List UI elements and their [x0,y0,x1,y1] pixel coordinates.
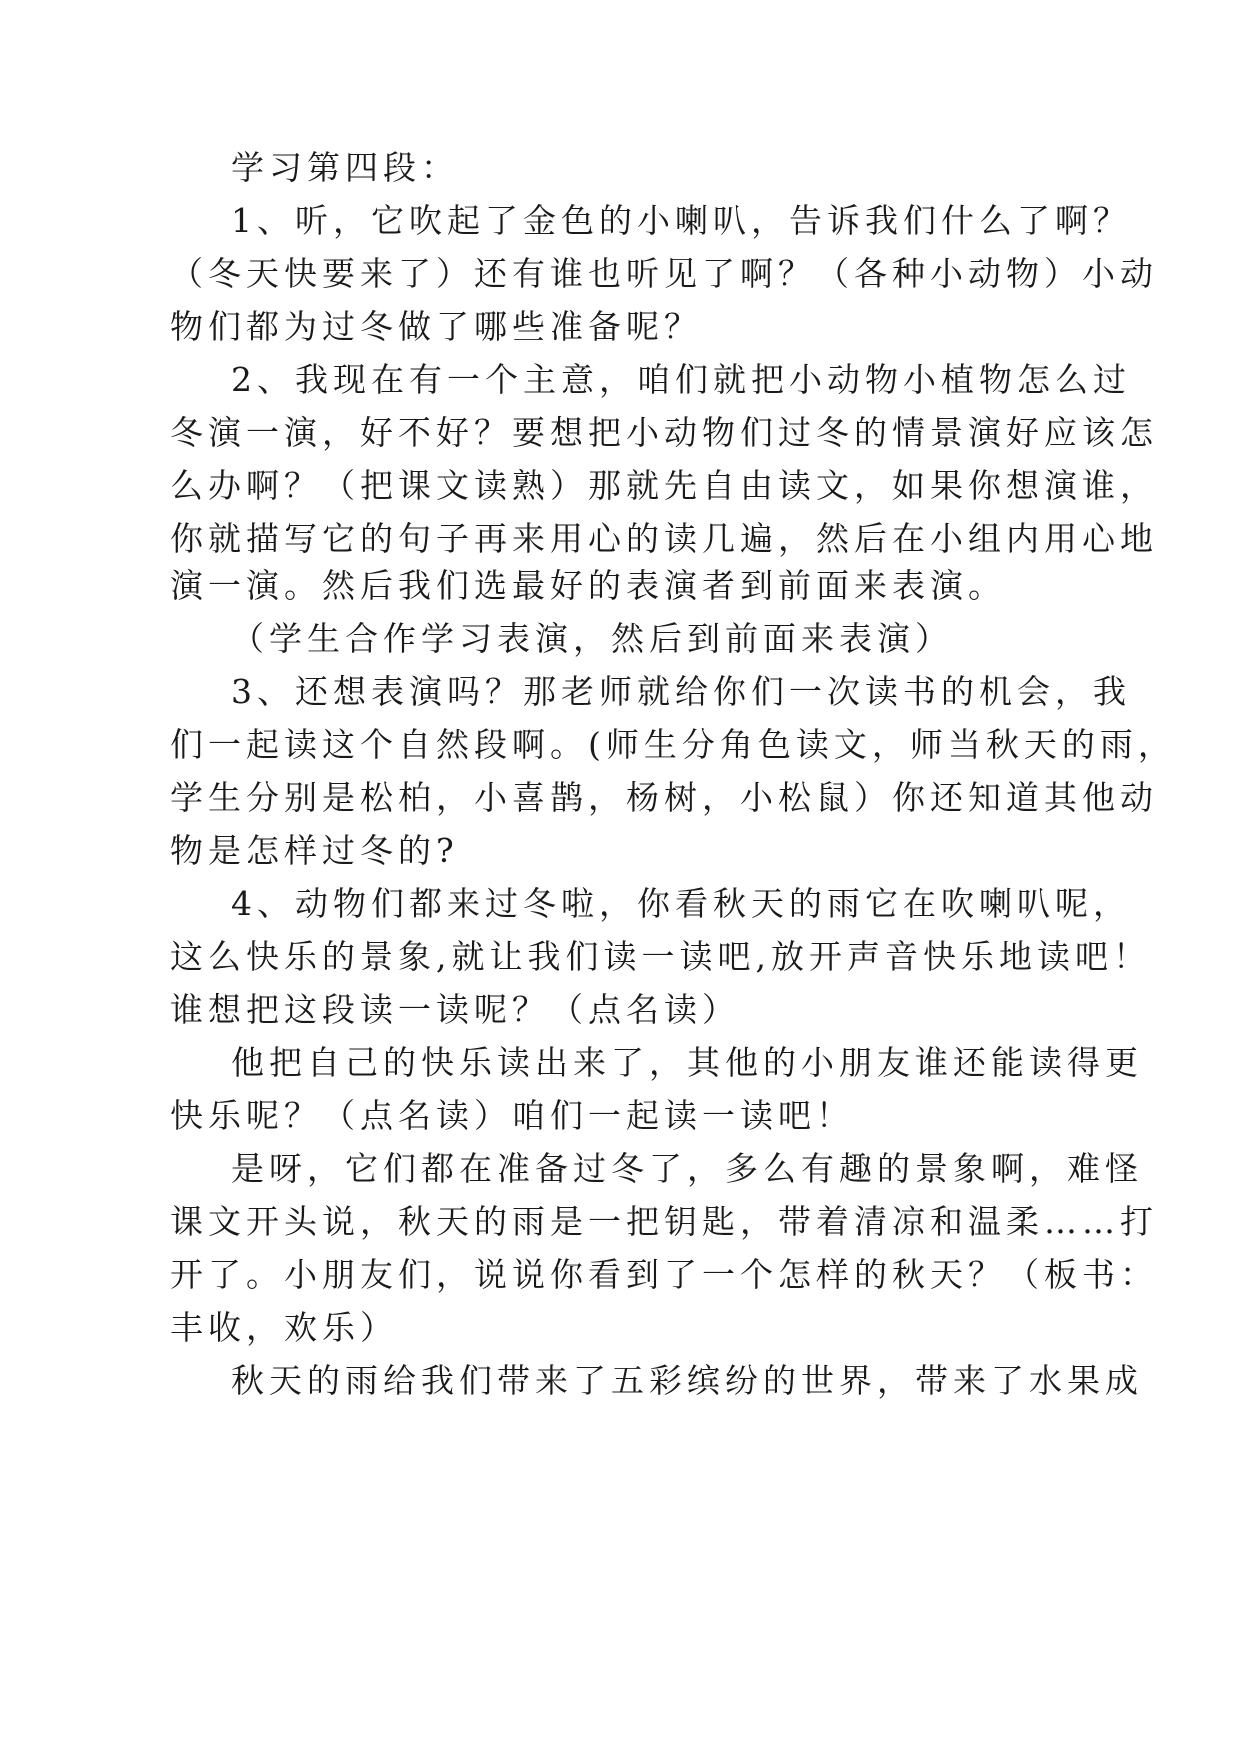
paragraph-line: 学生分别是松柏，小喜鹊，杨树，小松鼠）你还知道其他动 [170,778,1158,817]
paragraph-line: 物们都为过冬做了哪些准备呢？ [170,307,702,346]
paragraph-line: 丰收，欢乐） [170,1308,398,1347]
paragraph-line: 4、动物们都来过冬啦，你看秋天的雨它在吹喇叭呢， [231,884,1131,923]
paragraph-line: 2、我现在有一个主意，咱们就把小动物小植物怎么过 [231,360,1131,399]
paragraph-line: 开了。小朋友们，说说你看到了一个怎样的秋天？（板书： [170,1255,1158,1294]
paragraph-line: 演一演。然后我们选最好的表演者到前面来表演。 [170,566,1006,605]
paragraph-line: 秋天的雨给我们带来了五彩缤纷的世界，带来了水果成 [231,1361,1143,1400]
paragraph-line: 你就描写它的句子再来用心的读几遍，然后在小组内用心地 [170,519,1158,558]
paragraph-line: 1、听，它吹起了金色的小喇叭，告诉我们什么了啊？ [231,201,1131,240]
section-heading: 学习第四段： [231,148,459,187]
paragraph-line: 是呀，它们都在准备过冬了，多么有趣的景象啊，难怪 [231,1149,1143,1188]
paragraph-line: 课文开头说，秋天的雨是一把钥匙，带着清凉和温柔……打 [170,1202,1158,1241]
paragraph-line: 他把自己的快乐读出来了，其他的小朋友谁还能读得更 [231,1043,1143,1082]
paragraph-line: 物是怎样过冬的? [170,831,459,870]
paragraph-line: 3、还想表演吗？那老师就给你们一次读书的机会，我 [231,672,1131,711]
paragraph-line: 快乐呢？（点名读）咱们一起读一读吧！ [170,1096,854,1135]
paragraph-line: 谁想把这段读一读呢？（点名读） [170,990,740,1029]
paragraph-line: 们一起读这个自然段啊。(师生分角色读文，师当秋天的雨， [170,725,1176,764]
paragraph-line: （学生合作学习表演，然后到前面来表演） [231,619,953,658]
paragraph-line: 冬演一演，好不好？要想把小动物们过冬的情景演好应该怎 [170,413,1158,452]
paragraph-line: 这么快乐的景象,就让我们读一读吧,放开声音快乐地读吧！ [170,937,1151,976]
paragraph-line: 么办啊？（把课文读熟）那就先自由读文，如果你想演谁， [170,466,1158,505]
paragraph-line: （冬天快要来了）还有谁也听见了啊？（各种小动物）小动 [170,254,1158,293]
